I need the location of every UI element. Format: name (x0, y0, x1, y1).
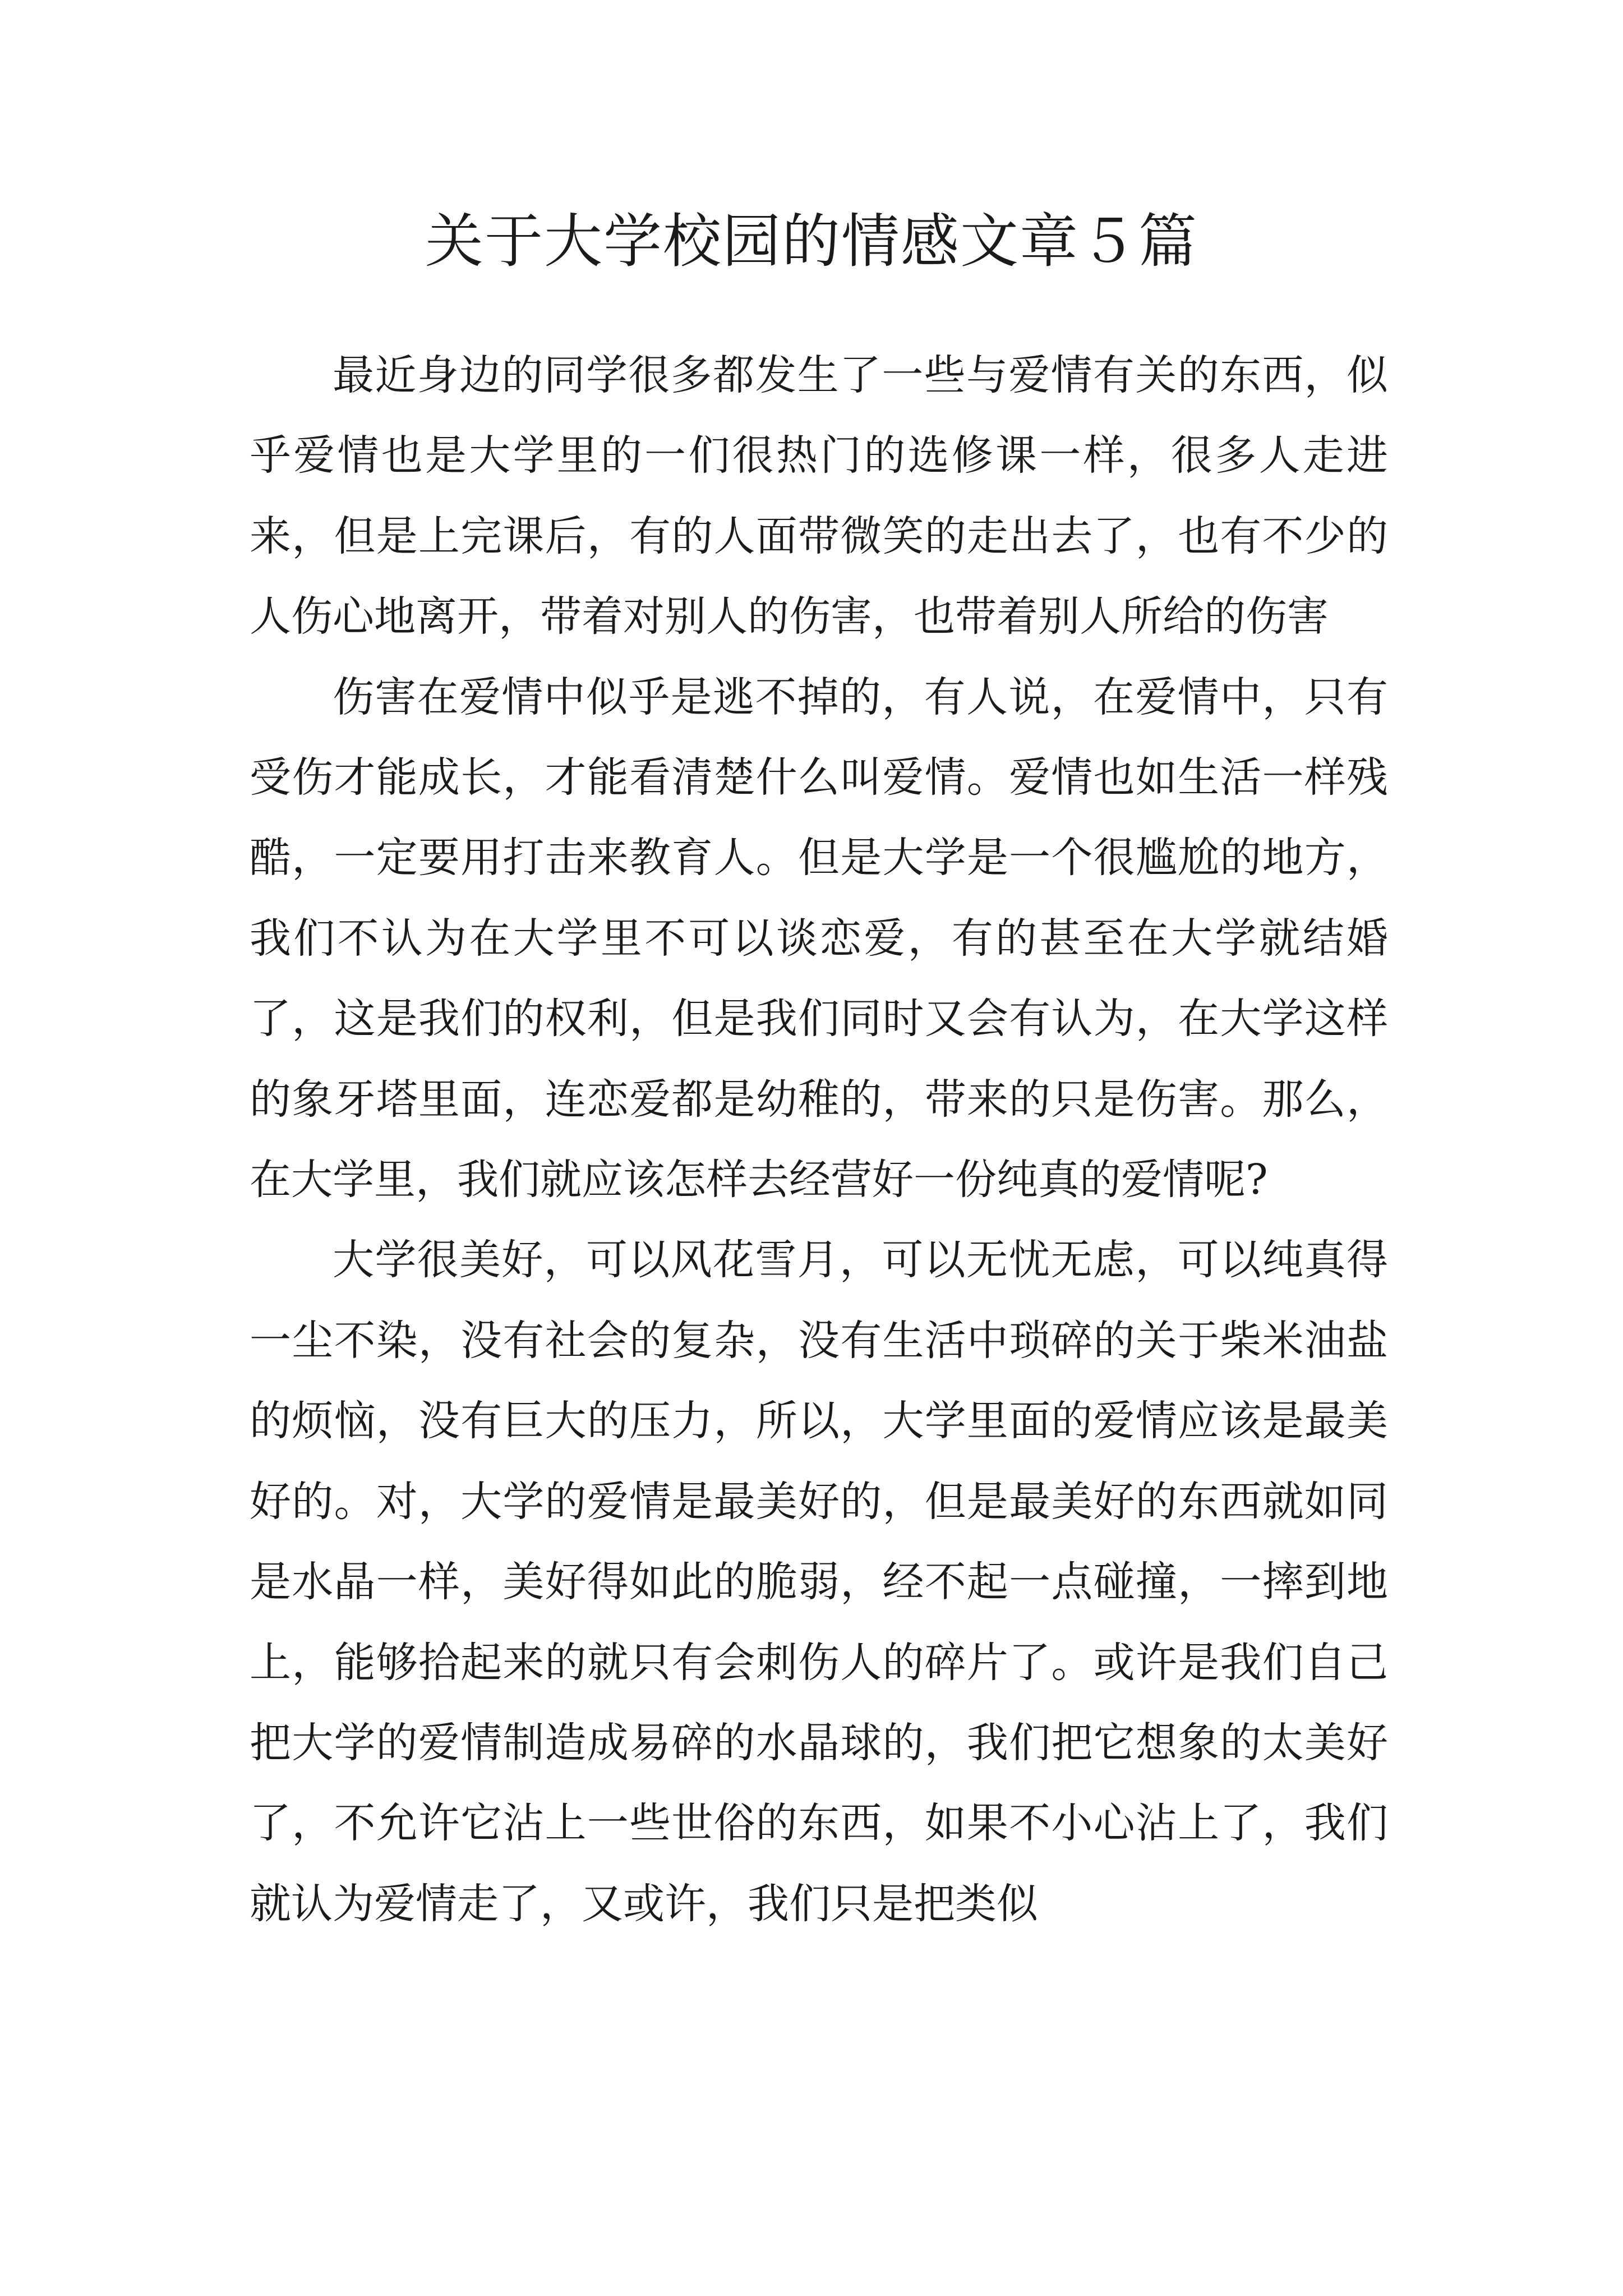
document-body (250, 335, 1388, 1944)
paragraph-1: 最近身边的同学很多都发生了一些与爱情有关的东西，似乎爱情也是大学里的一们很热门的选修课一样，很多人走进来，但是上完课后，有的人面带微笑的走出去了，也有不少的人伤心地离开，带着对别人的伤害，也带着别人所给的伤害 (250, 351, 1388, 641)
document-title: 关于大学校园的情感文章５篇 (425, 207, 1198, 275)
paragraph-3: 大学很美好，可以风花雪月，可以无忧无虑，可以纯真得一尘不染，没有社会的复杂，没有生活中琐碎的关于柴米油盐的烦恼，没有巨大的压力，所以，大学里面的爱情应该是最美好的。对，大学的爱情是最美好的，但是最美好的东西就如同是水晶一样，美好得如此的脆弱，经不起一点碰撞，一摔到地上，能够拾起来的就只有会刺伤人的碎片了。或许是我们自己把大学的爱情制造成易碎的水晶球的，我们把它想象的太美好了，不允许它沾上一些世俗的东西，如果不小心沾上了，我们就认为爱情走了，又或许，我们只是把类似 (250, 1236, 1388, 1928)
paragraph-2: 伤害在爱情中似乎是逃不掉的，有人说，在爱情中，只有受伤才能成长，才能看清楚什么叫爱情。爱情也如生活一样残酷，一定要用打击来教育人。但是大学是一个很尴尬的地方，我们不认为在大学里不可以谈恋爱，有的甚至在大学就结婚了，这是我们的权利，但是我们同时又会有认为，在大学这样的象牙塔里面，连恋爱都是幼稚的，带来的只是伤害。那么，在大学里，我们就应该怎样去经营好一份纯真的爱情呢? (250, 673, 1388, 1204)
